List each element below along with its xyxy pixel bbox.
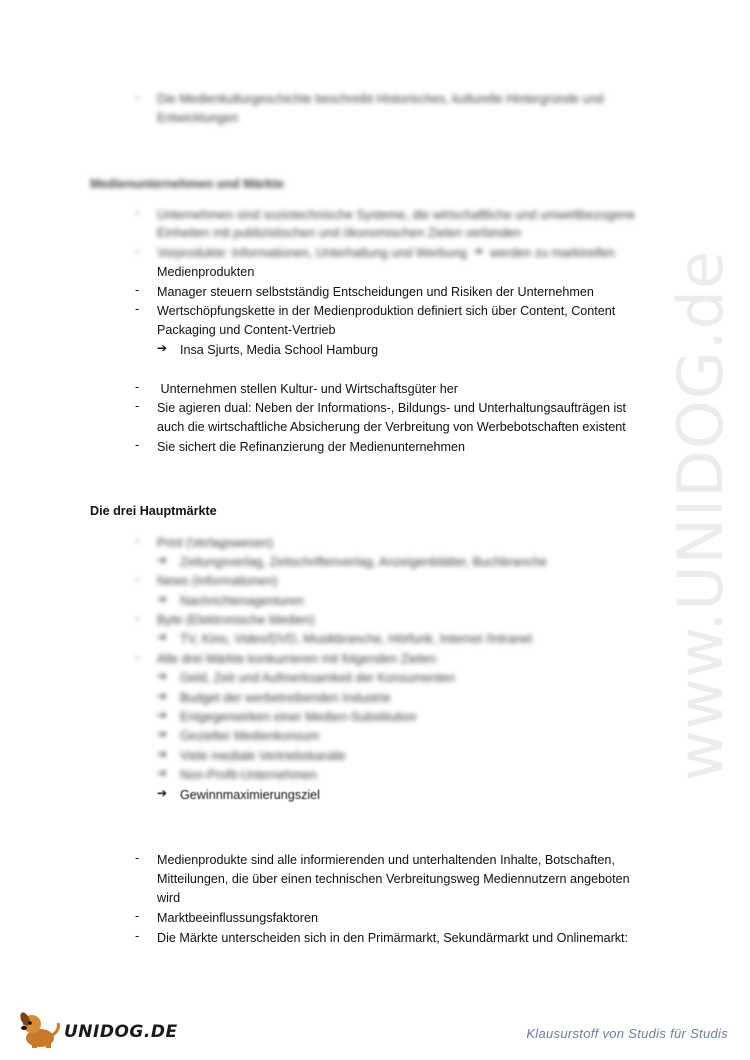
- list-item-line: Non-Profit-Unternehmen: [180, 768, 318, 782]
- list-item-line: Insa Sjurts, Media School Hamburg: [180, 343, 379, 357]
- list-item-line: Zeitungsverlag, Zeitschriftenverlag, Anzeigenblätter, Buchbranche: [180, 555, 547, 569]
- list-item-line: Medienprodukten: [157, 265, 255, 279]
- section-heading-medienunternehmen: Medienunternehmen und Märkte: [90, 177, 284, 191]
- arrow-right-icon: ➔: [157, 708, 168, 722]
- list-item-line: Unternehmen sind soziotechnische Systeme, die wirtschaftliche und umweltbezogene: [157, 208, 636, 222]
- footer-tagline: Klausurstoff von Studis für Studis: [526, 1026, 728, 1041]
- list-item-line: Byte (Elektronische Medien): [157, 613, 315, 627]
- list-item-line: Manager steuern selbstständig Entscheidungen und Risiken der Unternehmen: [157, 285, 594, 299]
- list-item-line: Budget der werbetreibenden Industrie: [180, 691, 391, 705]
- arrow-right-icon: ➔: [157, 630, 168, 644]
- arrow-right-icon: ➔: [157, 341, 168, 355]
- list-item-line: auch die wirtschaftliche Absicherung der Verbreitung von Werbebotschaften existent: [157, 420, 626, 434]
- list-item-line: Viele mediale Vertriebskanäle: [180, 749, 346, 763]
- list-item-line: Marktbeeinflussungsfaktoren: [157, 911, 319, 925]
- arrow-right-icon: ➔: [157, 747, 168, 761]
- bullet-dash: -: [135, 650, 140, 664]
- list-item-line: Alle drei Märkte konkurrieren mit folgenden Zielen:: [157, 652, 439, 666]
- bullet-dash: -: [135, 283, 140, 297]
- list-item-line: Unternehmen stellen Kultur- und Wirtschaftsgüter her: [157, 382, 458, 396]
- list-item-line: News (Informationen): [157, 574, 278, 588]
- list-item-line: Entgegenwirken einer Medien-Substitution: [180, 710, 417, 724]
- arrow-right-icon: ➔: [473, 244, 484, 258]
- list-item-line: Vorprodukte: Informationen, Unterhaltung und Werbung: [157, 246, 467, 260]
- arrow-right-icon: ➔: [157, 786, 168, 800]
- bullet-dash: -: [135, 929, 140, 943]
- list-item-line: TV, Kino, Video/DVD, Musikbranche, Hörfunk, Internet /Intranet: [180, 632, 533, 646]
- list-item-line: wird: [157, 891, 181, 905]
- list-item-line: werden zu marktreifen: [490, 246, 615, 260]
- arrow-right-icon: ➔: [157, 689, 168, 703]
- arrow-right-icon: ➔: [157, 553, 168, 567]
- list-item-line: Die Märkte unterscheiden sich in den Primärmarkt, Sekundärmarkt und Onlinemarkt:: [157, 931, 629, 945]
- bullet-dash: -: [135, 380, 140, 394]
- list-item-line: Gezielter Medienkonsum: [180, 729, 320, 743]
- bullet-dash: -: [135, 302, 140, 316]
- list-item-line: Sie sichert die Refinanzierung der Medienunternehmen: [157, 440, 466, 454]
- bullet-dash: -: [135, 534, 140, 548]
- list-item-line: Gewinnmaximierungsziel: [180, 788, 320, 802]
- list-item-line: Sie agieren dual: Neben der Informations-, Bildungs- und Unterhaltungsaufträgen ist: [157, 401, 627, 415]
- list-item-line: Print (Verlagswesen): [157, 536, 274, 550]
- list-item-line: Medienprodukte sind alle informierenden und unterhaltenden Inhalte, Botschaften,: [157, 853, 615, 867]
- arrow-right-icon: ➔: [157, 669, 168, 683]
- list-item-line: Mitteilungen, die über einen technischen Verbreitungsweg Mediennutzern angeboten: [157, 872, 630, 886]
- list-item-line: Packaging und Content-Vertrieb: [157, 323, 336, 337]
- bullet-dash: -: [135, 909, 140, 923]
- bullet-dash: -: [135, 206, 140, 220]
- bullet-dash: -: [135, 438, 140, 452]
- watermark: [640, 249, 750, 781]
- bullet-dash: -: [135, 611, 140, 625]
- arrow-right-icon: ➔: [157, 592, 168, 606]
- intro-line-1: Die Medienkulturgeschichte beschreibt Historisches, kulturelle Hintergründe und: [157, 92, 604, 106]
- bullet-dash: -: [135, 90, 140, 104]
- logo-text: UNIDOG.DE: [64, 1022, 178, 1042]
- bullet-dash: -: [135, 244, 140, 258]
- list-item-line: Einheiten mit publizistischen und ökonomischen Zielen verbinden: [157, 226, 522, 240]
- arrow-right-icon: ➔: [157, 766, 168, 780]
- list-item-line: Geld, Zeit und Aufmerksamkeit der Konsumenten: [180, 671, 456, 685]
- bullet-dash: -: [135, 572, 140, 586]
- list-item-line: Nachrichtenagenturen: [180, 594, 304, 608]
- dog-icon: [18, 1010, 62, 1050]
- intro-line-2: Entwicklungen: [157, 111, 239, 125]
- unidog-logo[interactable]: [18, 1010, 178, 1050]
- section-heading-hauptmaerkte: Die drei Hauptmärkte: [90, 504, 217, 518]
- bullet-dash: -: [135, 399, 140, 413]
- bullet-dash: -: [135, 851, 140, 865]
- arrow-right-icon: ➔: [157, 727, 168, 741]
- watermark-text: www.UNIDOG.de: [663, 249, 737, 781]
- list-item-line: Wertschöpfungskette in der Medienproduktion definiert sich über Content, Content: [157, 304, 616, 318]
